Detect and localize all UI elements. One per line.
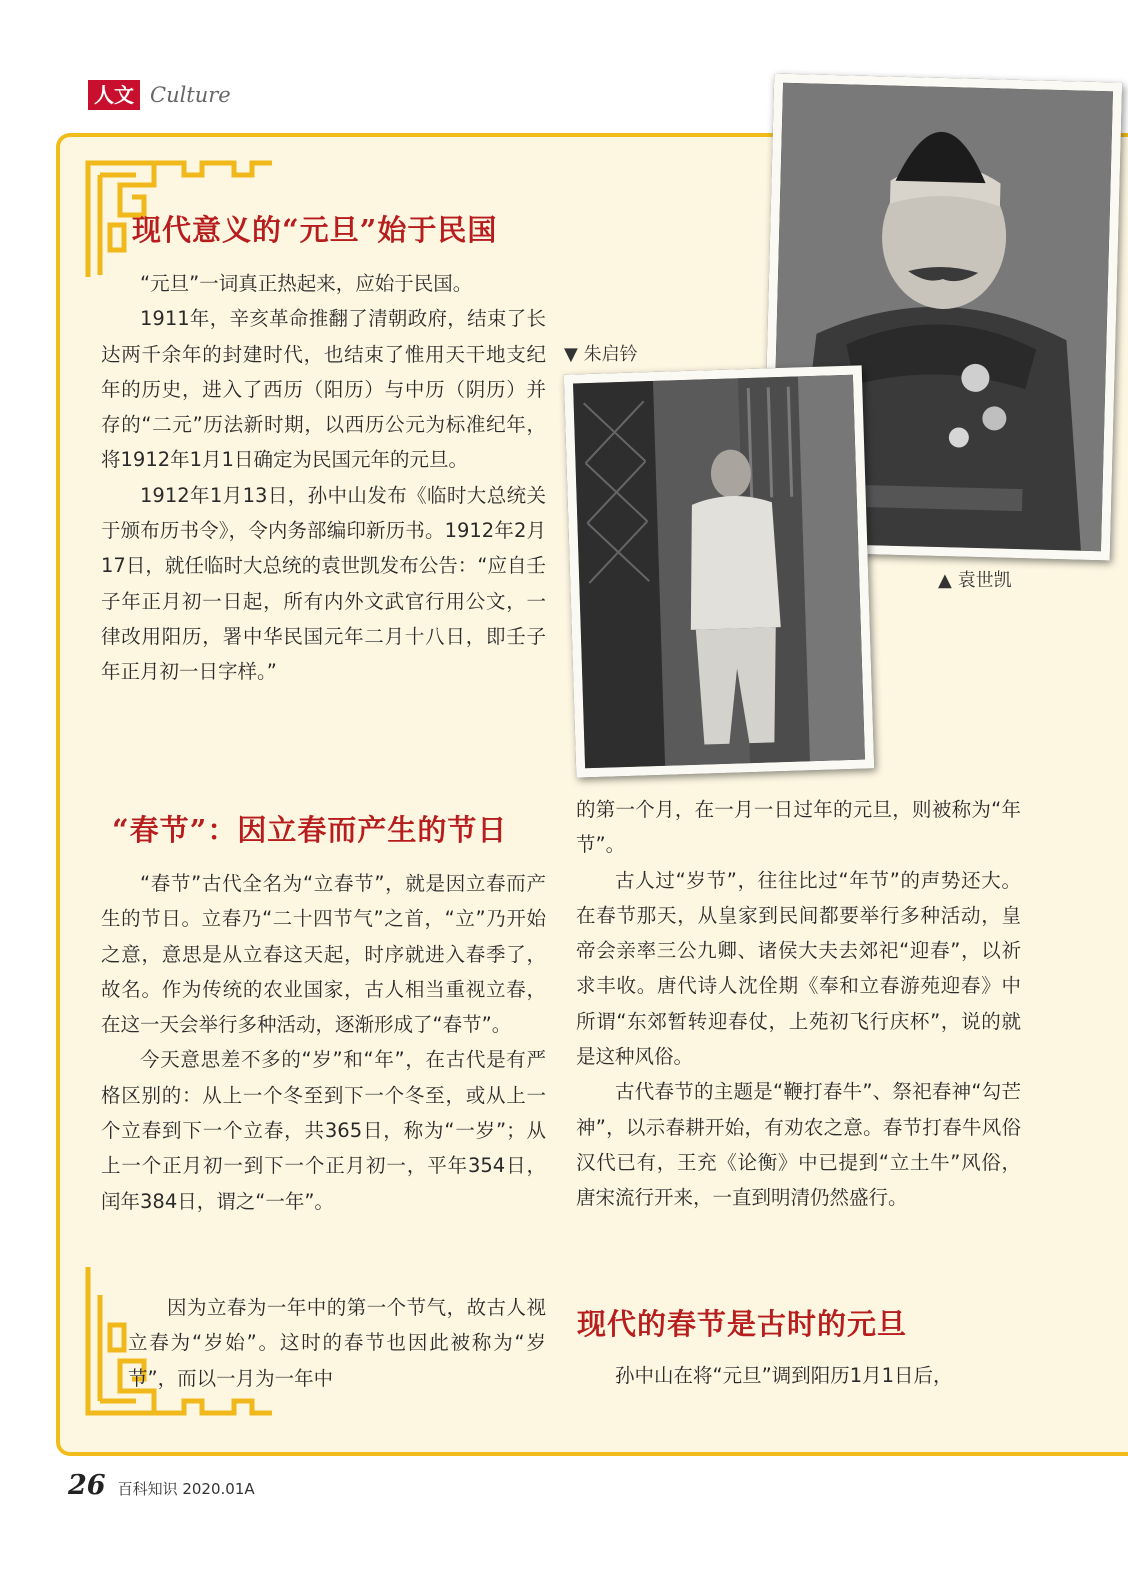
paragraph: 古代春节的主题是“鞭打春牛”、祭祀春神“勾芒神”，以示春耕开始，有劝农之意。春节打春牛风俗汉代已有，王充《论衡》中已提到“立土牛”风俗，唐宋流行开来，一直到明清仍然盛行。 [576,1080,1021,1210]
photo-zhu-qiqian [564,365,875,777]
section-label-cn: 人文 [88,80,140,110]
section-label-en: Culture [150,83,231,107]
section-2-body-tail [128,1290,546,1396]
caption-yuan-shikai: ▲ 袁世凯 [938,570,1012,591]
paragraph: 的第一个月，在一月一日过年的元旦，则被称为“年节”。 [576,798,1021,857]
paragraph: “春节”古代全名为“立春节”，就是因立春而产生的节日。立春乃“二十四节气”之首，“立”乃开始之意，意思是从立春这天起，时序就进入春季了，故名。作为传统的农业国家，古人相当重视立春，在这一天会举行多种活动，逐渐形成了“春节”。 [101,872,546,1037]
page-number: 26 [68,1470,106,1501]
caption-zhu-qiqian: ▼ 朱启钤 [564,344,638,365]
paragraph: 1911年，辛亥革命推翻了清朝政府，结束了长达两千余年的封建时代，也结束了惟用天干地支纪年的历史，进入了西历（阳历）与中历（阴历）并存的“二元”历法新时期，以西历公元为标准纪年，将1912年1月1日确定为民国元年的元旦。 [101,307,546,472]
section-3-body [576,1358,1021,1393]
magazine-issue: 百科知识 2020.01A [117,1480,255,1498]
section-heading-2: “春节”：因立春而产生的节日 [112,813,508,847]
section-heading-1: 现代意义的“元旦”始于民国 [132,213,498,247]
section-1-body [101,266,546,690]
paragraph: 今天意思差不多的“岁”和“年”，在古代是有严格区别的：从上一个冬至到下一个冬至，或从上一个立春到下一个立春，共365日，称为“一岁”；从上一个正月初一到下一个正月初一，平年354日，闰年384日，谓之“一年”。 [101,1048,546,1213]
paragraph: 孙中山在将“元旦”调到阳历1月1日后， [615,1364,953,1387]
paragraph: 古人过“岁节”，往往比过“年节”的声势还大。在春节那天，从皇家到民间都要举行多种活动，皇帝会亲率三公九卿、诸侯大夫去郊祀“迎春”，以祈求丰收。唐代诗人沈佺期《奉和立春游苑迎春》中所谓“东郊暂转迎春仗，上苑初飞行庆杯”，说的就是这种风俗。 [576,868,1021,1069]
section-2-continued [576,792,1021,1216]
section-tag [88,80,231,110]
paragraph: 因为立春为一年中的第一个节气，故古人视立春为“岁始”。这时的春节也因此被称为“岁节”，而以一月为一年中 [128,1296,546,1390]
section-heading-3: 现代的春节是古时的元旦 [577,1307,908,1341]
paragraph: “元旦”一词真正热起来，应始于民国。 [140,272,473,295]
page-footer [68,1470,255,1501]
section-2-body [101,866,546,1219]
paragraph: 1912年1月13日，孙中山发布《临时大总统关于颁布历书令》，令内务部编印新历书。1912年2月17日，就任临时大总统的袁世凯发布公告：“应自壬子年正月初一日起，所有内外文武官行用公文，一律改用阳历，署中华民国元年二月十八日，即壬子年正月初一日字样。” [101,483,546,684]
